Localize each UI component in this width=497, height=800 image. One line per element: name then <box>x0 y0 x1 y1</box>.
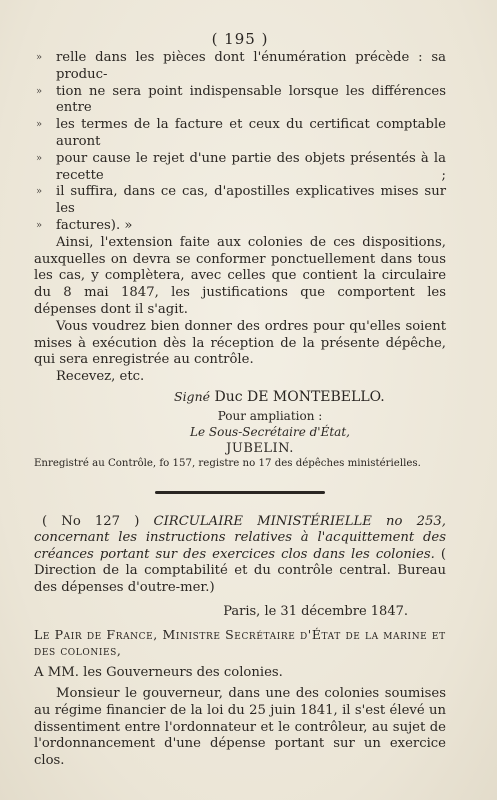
quote-line <box>34 218 446 235</box>
quoted-passage <box>34 50 446 235</box>
circular-direction: ( Direction de la comptabilité et du contrôle central. Bureau des dépenses d'outre-mer.) <box>34 546 446 595</box>
quote-text: tion ne sera point indispensable lorsque les différences entre <box>56 83 446 116</box>
quote-mark: » <box>36 85 43 97</box>
quote-line <box>34 151 446 185</box>
section-divider <box>155 491 325 494</box>
quote-mark: » <box>36 119 43 131</box>
paragraph-monsieur: Monsieur le gouverneur, dans une des colonies soumises au régime financier de la loi du 25 juin 1841, il s'est élevé un dissentiment entre l'ordonnateur et le contrôleur, au sujet de l'ordonnancement d'une dépense portant sur un exercice clos. <box>34 685 446 769</box>
letter-date: Paris, le 31 décembre 1847. <box>223 603 408 619</box>
quote-line <box>34 50 446 84</box>
quote-text: pour cause le rejet d'une partie des objets présentés à la recette ; <box>56 150 446 183</box>
paragraph-ainsi: Ainsi, l'extension faite aux colonies de ces dispositions, auxquelles on devra se conformer ponctuellement dans tous les cas, y complètera, avec celles que contient la circulaire du 8 mai 1847, les justifications que comportent les dépenses dont il s'agit. <box>34 234 446 317</box>
signatory-name: Duc DE MONTEBELLO. <box>214 388 385 405</box>
quote-line <box>34 184 446 218</box>
quote-text: factures). » <box>56 217 133 233</box>
circular-heading <box>34 514 446 596</box>
signe-label: Signé <box>174 388 211 404</box>
quote-text: relle dans les pièces dont l'énumération précède : sa produc- <box>56 50 446 82</box>
quote-line <box>34 117 446 151</box>
quote-mark: » <box>36 152 43 164</box>
circular-title: CIRCULAIRE MINISTÉRIELLE no 253, concernant les instructions relatives à l'acquittement des créances portant sur des exercices clos dans les colonies. <box>34 513 446 562</box>
paragraph-vous-voudrez: Vous voudrez bien donner des ordres pour qu'elles soient mises à exécution dès la réception de la présente dépêche, qui sera enregistrée au contrôle. <box>34 318 446 368</box>
pour-ampliation: Pour ampliation : <box>217 408 323 423</box>
sender-title: Le Pair de France, Ministre Secrétaire d'État de la marine et des colonies, <box>34 626 446 658</box>
quote-mark: » <box>36 219 43 231</box>
quote-text: il suffira, dans ce cas, d'apostilles explicatives mises sur les <box>56 184 446 217</box>
quote-line <box>34 84 446 118</box>
page-number: ( 195 ) <box>211 30 269 48</box>
page-content <box>34 30 446 770</box>
sous-secretaire: Le Sous-Secrétaire d'État, <box>190 424 350 439</box>
quote-mark: » <box>36 186 43 198</box>
signature-line <box>34 389 446 405</box>
closing-recevez: Recevez, etc. <box>56 369 145 385</box>
quote-mark: » <box>36 52 43 63</box>
jubelin-name: JUBELIN. <box>226 440 294 456</box>
circular-number: ( No 127 ) <box>42 513 140 529</box>
addressee: A MM. les Gouverneurs des colonies. <box>34 664 283 680</box>
quote-text: les termes de la facture et ceux du certificat comptable auront <box>56 117 446 149</box>
registration-note: Enregistré au Contrôle, fo 157, registre no 17 des dépêches ministérielles. <box>34 457 421 469</box>
